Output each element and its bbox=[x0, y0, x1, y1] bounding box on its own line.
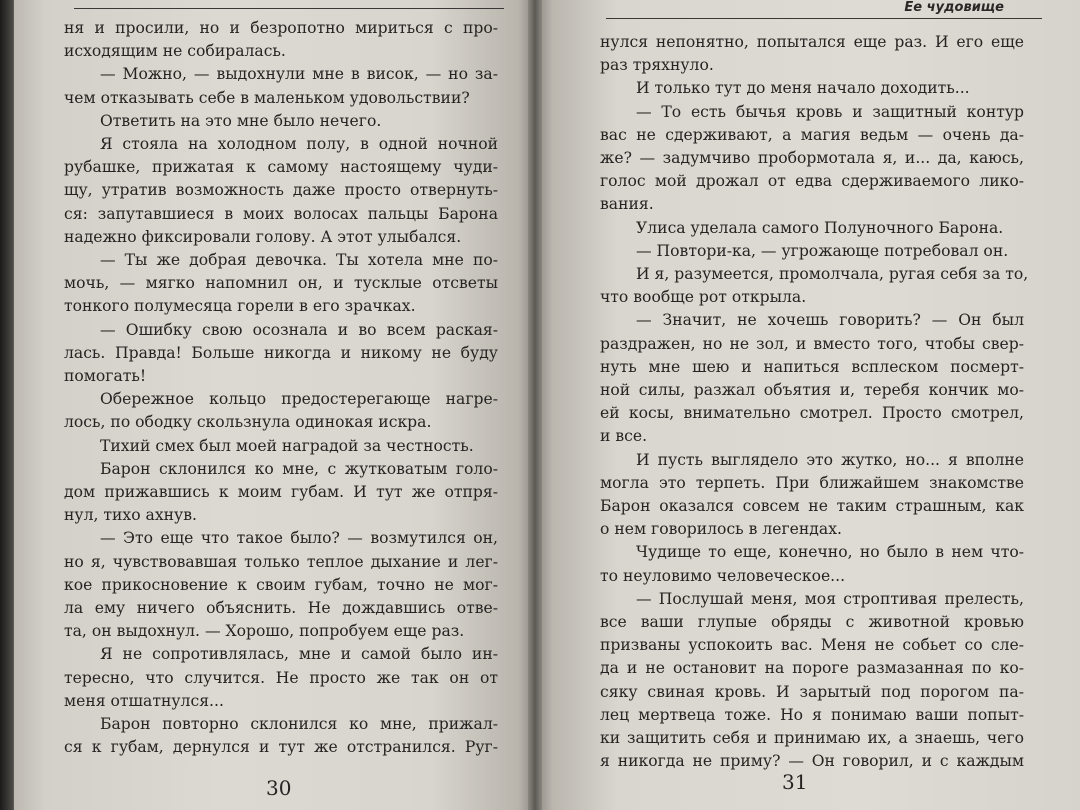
text-line: Я не сопротивлялась, мне и самой было ин- bbox=[100, 645, 498, 664]
text-line: Ответить на это мне было нечего. bbox=[100, 111, 382, 130]
text-line: И я, разумеется, промолчала, ругая себя за то, bbox=[636, 265, 1029, 284]
text-line: — Можно, — выдохнули мне в висок, — но за- bbox=[100, 65, 498, 84]
text-line: ной силы, разжал объятия и, теребя кончик мо- bbox=[600, 381, 1024, 400]
text-line: я никогда не приму? — Он говорил, и с каждым bbox=[600, 752, 1024, 771]
text-line: лось, по ободку скользнула одинокая искра. bbox=[64, 413, 432, 432]
text-line: ки защитить себя и принимаю их, а знаешь, чего bbox=[600, 729, 1024, 748]
header-rule bbox=[606, 18, 1042, 19]
text-line: ся к губам, дернулся и тут же отстранился. Руг- bbox=[64, 738, 498, 757]
text-line: помогать! bbox=[64, 367, 147, 386]
text-line: раздражен, но не зол, и вместо того, чтобы свер- bbox=[600, 334, 1024, 353]
text-line: — Послушай меня, моя строптивая прелесть, bbox=[636, 589, 1024, 608]
text-line: сяку свиная кровь. И зарытый под порогом па- bbox=[600, 682, 1024, 701]
text-line: И пусть выглядело это жутко, но... я вполне bbox=[636, 450, 1024, 469]
page-number-left: 30 bbox=[266, 776, 292, 800]
text-line: Тихий смех был моей наградой за честность. bbox=[100, 436, 474, 455]
text-line: нулся непонятно, попытался еще раз. И его еще bbox=[600, 33, 1024, 51]
text-line: о нем говорилось в легендах. bbox=[600, 520, 842, 539]
top-rule bbox=[74, 8, 504, 9]
text-line: Улиса уделала самого Полуночного Барона. bbox=[636, 218, 1004, 237]
right-page-text bbox=[600, 31, 1029, 774]
text-line: — То есть бычья кровь и защитный контур bbox=[636, 102, 1024, 121]
text-line: все ваши глупые обряды с животной кровью bbox=[600, 613, 1024, 632]
text-line: тересно, что случится. Не просто же так он от bbox=[64, 668, 498, 687]
text-line: ла ему ничего объяснить. Не дождавшись отве- bbox=[64, 599, 498, 618]
text-line: И только тут до меня начало доходить... bbox=[636, 79, 970, 98]
book-gutter bbox=[528, 0, 542, 810]
text-line: же? — задумчиво пробормотала я, и... да, каюсь, bbox=[600, 149, 1024, 168]
text-line: ей косы, внимательно смотрел. Просто смотрел, bbox=[600, 404, 1024, 423]
text-line: мочь, — мягко напомнил он, и тусклые отсветы bbox=[64, 274, 498, 293]
text-line: ня и просили, но и безропотно мириться с про- bbox=[64, 19, 498, 37]
text-line: ся: запутавшиеся в моих волосах пальцы Барона bbox=[64, 204, 498, 223]
text-line: что вообще рот открыла. bbox=[600, 288, 807, 307]
text-line: та, он выдохнул. — Хорошо, попробуем еще раз. bbox=[64, 622, 465, 641]
text-line: то неуловимо человеческое... bbox=[600, 566, 846, 585]
text-line: да и не остановит на пороге размазанная по ко- bbox=[600, 659, 1024, 678]
text-line: — Повтори-ка, — угрожающе потребовал он. bbox=[636, 241, 1009, 260]
left-page bbox=[14, 0, 534, 810]
text-line: — Ошибку свою осознала и во всем раская- bbox=[100, 320, 498, 339]
text-line: исходящим не собиралась. bbox=[64, 42, 286, 61]
text-line: вания. bbox=[600, 195, 654, 214]
left-page-text bbox=[64, 17, 498, 760]
text-line: Обережное кольцо предостерегающе нагре- bbox=[100, 390, 498, 409]
right-page bbox=[536, 0, 1080, 810]
text-line: нул, тихо ахнув. bbox=[64, 506, 197, 525]
text-line: и все. bbox=[600, 427, 648, 446]
text-line: нуть мне шею и напиться всплеском посмерт- bbox=[600, 357, 1024, 376]
text-line: щу, утратив возможность даже просто отвернуть- bbox=[64, 181, 498, 200]
text-line: дом прижавшись к моим губам. И тут же отпря- bbox=[64, 483, 498, 502]
text-line: — Это еще что такое было? — возмутился он, bbox=[100, 529, 498, 548]
text-line: лец мертвеца тоже. Но я понимаю ваши попыт- bbox=[600, 705, 1024, 724]
text-line: Барон склонился ко мне, с жутковатым голо- bbox=[100, 459, 498, 478]
text-line: чем отказывать себе в маленьком удовольствии? bbox=[64, 88, 470, 107]
text-line: — Значит, не хочешь говорить? — Он был bbox=[636, 311, 1024, 330]
text-line: но я, чувствовавшая только теплое дыхание и лег- bbox=[64, 552, 498, 571]
text-line: — Ты же добрая девочка. Ты хотела мне по- bbox=[100, 251, 498, 270]
text-line: Я стояла на холодном полу, в одной ночной bbox=[100, 135, 498, 154]
text-line: голос мой дрожал от едва сдерживаемого лико- bbox=[600, 172, 1024, 191]
text-line: призваны успокоить вас. Меня не собьет со сле- bbox=[600, 636, 1024, 655]
text-line: вас не сдерживают, а магия ведьм — очень да- bbox=[600, 125, 1024, 144]
text-line: могла это терпеть. При ближайшем знакомстве bbox=[600, 473, 1024, 492]
text-line: кое прикосновение к своим губам, точно не мог- bbox=[64, 575, 498, 594]
text-line: меня отшатнулся... bbox=[64, 691, 224, 710]
page-number-right: 31 bbox=[782, 770, 808, 794]
text-line: рубашке, прижатая к самому настоящему чуди- bbox=[64, 158, 498, 177]
text-line: Чудище то еще, конечно, но было в нем что- bbox=[636, 543, 1024, 562]
text-line: Барон оказался совсем не таким страшным, как bbox=[600, 497, 1024, 516]
text-line: раз тряхнуло. bbox=[600, 56, 714, 75]
text-line: тонкого полумесяца горели в его зрачках. bbox=[64, 297, 416, 316]
text-line: Барон повторно склонился ко мне, прижал- bbox=[100, 715, 498, 734]
running-head: Ее чудовище bbox=[904, 0, 1004, 15]
text-line: лась. Правда! Больше никогда и никому не буду bbox=[64, 343, 498, 362]
text-line: надежно фиксировали голову. А этот улыбался. bbox=[64, 227, 462, 246]
